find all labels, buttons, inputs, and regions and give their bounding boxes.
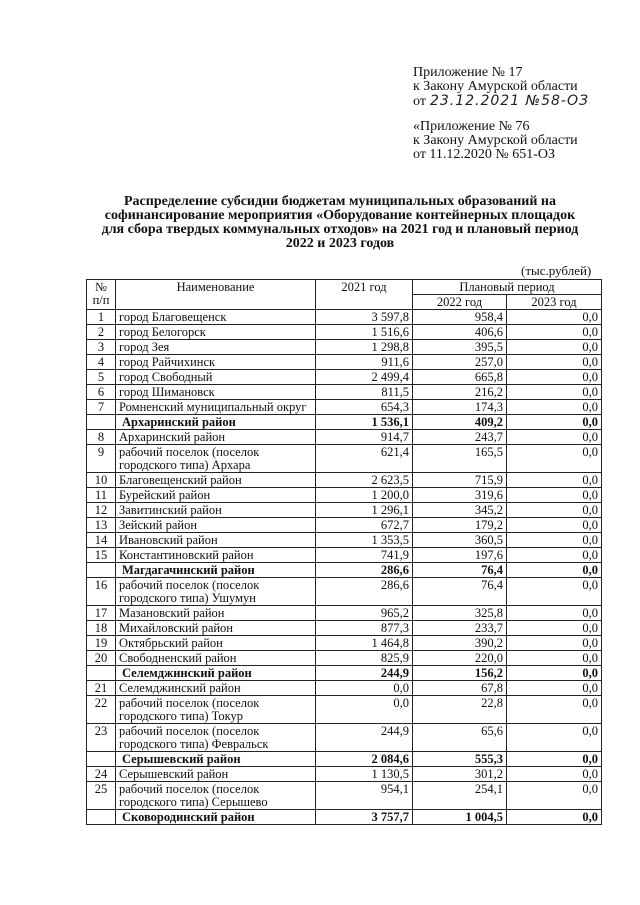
- table-row: [87, 696, 602, 724]
- row-value-2021: 286,6: [316, 563, 413, 578]
- row-number: 8: [87, 430, 116, 445]
- table-row: [87, 548, 602, 563]
- row-value-2023: 0,0: [507, 578, 602, 606]
- row-value-2021: 825,9: [316, 651, 413, 666]
- row-name: город Шимановск: [116, 385, 316, 400]
- row-value-2023: 0,0: [507, 533, 602, 548]
- document-title: Распределение субсидии бюджетам муниципальных образований на софинансирование мероприятия «Оборудование контейнерных площадок для сбора твердых коммунальных отходов» на 2021 год и плановый период 2022 и 2023 годов: [101, 194, 579, 251]
- row-value-2022: 325,8: [413, 606, 507, 621]
- row-number: 5: [87, 370, 116, 385]
- table-body: [87, 310, 602, 825]
- row-name: город Зея: [116, 340, 316, 355]
- col-header-2022: 2022 год: [413, 295, 507, 310]
- row-value-2022: 390,2: [413, 636, 507, 651]
- table-row: [87, 415, 602, 430]
- row-number: 20: [87, 651, 116, 666]
- row-name: Серышевский район: [116, 752, 316, 767]
- row-value-2022: 715,9: [413, 473, 507, 488]
- row-number: 2: [87, 325, 116, 340]
- table-row: [87, 503, 602, 518]
- row-name: Михайловский район: [116, 621, 316, 636]
- row-value-2021: 286,6: [316, 578, 413, 606]
- table-row: [87, 355, 602, 370]
- row-name: Серышевский район: [116, 767, 316, 782]
- row-value-2023: 0,0: [507, 651, 602, 666]
- row-value-2021: 621,4: [316, 445, 413, 473]
- row-value-2023: 0,0: [507, 724, 602, 752]
- row-name: рабочий поселок (поселок городского типа) Серышево: [116, 782, 316, 810]
- row-number: 23: [87, 724, 116, 752]
- row-value-2021: 0,0: [316, 681, 413, 696]
- table-row: [87, 488, 602, 503]
- law-date-line: [413, 94, 589, 109]
- row-name: Благовещенский район: [116, 473, 316, 488]
- row-name: Селемджинский район: [116, 681, 316, 696]
- from-label: от: [413, 94, 426, 109]
- row-value-2021: 1 298,8: [316, 340, 413, 355]
- row-value-2023: 0,0: [507, 415, 602, 430]
- row-name: Архаринский район: [116, 430, 316, 445]
- row-number: 17: [87, 606, 116, 621]
- row-value-2022: 197,6: [413, 548, 507, 563]
- row-number: 21: [87, 681, 116, 696]
- row-number: 24: [87, 767, 116, 782]
- row-value-2022: 216,2: [413, 385, 507, 400]
- original-appendix-header: [413, 120, 578, 162]
- row-number: 11: [87, 488, 116, 503]
- row-value-2021: 1 200,0: [316, 488, 413, 503]
- row-value-2022: 555,3: [413, 752, 507, 767]
- row-name: Ромненский муниципальный округ: [116, 400, 316, 415]
- subsidy-table: [86, 279, 602, 825]
- table-row: [87, 563, 602, 578]
- row-value-2021: 3 597,8: [316, 310, 413, 325]
- table-row: [87, 621, 602, 636]
- row-value-2021: 1 296,1: [316, 503, 413, 518]
- row-value-2022: 165,5: [413, 445, 507, 473]
- row-name: Ивановский район: [116, 533, 316, 548]
- row-name: Октябрьский район: [116, 636, 316, 651]
- row-name: рабочий поселок (поселок городского типа) Февральск: [116, 724, 316, 752]
- row-value-2021: 654,3: [316, 400, 413, 415]
- row-name: город Райчихинск: [116, 355, 316, 370]
- row-value-2021: 741,9: [316, 548, 413, 563]
- row-name: рабочий поселок (поселок городского типа) Токур: [116, 696, 316, 724]
- row-value-2023: 0,0: [507, 430, 602, 445]
- row-number: 15: [87, 548, 116, 563]
- row-value-2021: 1 353,5: [316, 533, 413, 548]
- row-value-2023: 0,0: [507, 606, 602, 621]
- row-value-2022: 179,2: [413, 518, 507, 533]
- table-row: [87, 430, 602, 445]
- row-value-2022: 958,4: [413, 310, 507, 325]
- row-number: [87, 563, 116, 578]
- table-row: [87, 518, 602, 533]
- row-value-2022: 301,2: [413, 767, 507, 782]
- col-header-no: № п/п: [87, 280, 116, 310]
- row-value-2022: 254,1: [413, 782, 507, 810]
- row-value-2023: 0,0: [507, 810, 602, 825]
- row-value-2023: 0,0: [507, 310, 602, 325]
- row-value-2021: 1 464,8: [316, 636, 413, 651]
- row-number: 16: [87, 578, 116, 606]
- table-row: [87, 636, 602, 651]
- table-row: [87, 651, 602, 666]
- row-value-2023: 0,0: [507, 767, 602, 782]
- table-row: [87, 533, 602, 548]
- row-number: [87, 666, 116, 681]
- row-number: 19: [87, 636, 116, 651]
- row-value-2022: 257,0: [413, 355, 507, 370]
- row-value-2023: 0,0: [507, 370, 602, 385]
- table-row: [87, 310, 602, 325]
- row-number: [87, 415, 116, 430]
- row-value-2022: 345,2: [413, 503, 507, 518]
- row-number: 14: [87, 533, 116, 548]
- row-number: [87, 810, 116, 825]
- row-name: Магдагачинский район: [116, 563, 316, 578]
- row-value-2022: 406,6: [413, 325, 507, 340]
- row-name: Константиновский район: [116, 548, 316, 563]
- row-number: [87, 752, 116, 767]
- row-number: 9: [87, 445, 116, 473]
- row-number: 12: [87, 503, 116, 518]
- orig-appendix-number: «Приложение № 76: [413, 119, 530, 134]
- row-value-2022: 67,8: [413, 681, 507, 696]
- unit-label: (тыс.рублей): [521, 263, 592, 278]
- table-row: [87, 473, 602, 488]
- row-name: Сковородинский район: [116, 810, 316, 825]
- row-value-2023: 0,0: [507, 636, 602, 651]
- row-value-2023: 0,0: [507, 473, 602, 488]
- table-row: [87, 340, 602, 355]
- col-header-plan: Плановый период: [413, 280, 602, 295]
- col-header-2023: 2023 год: [507, 295, 602, 310]
- row-value-2022: 409,2: [413, 415, 507, 430]
- row-name: рабочий поселок (поселок городского типа) Архара: [116, 445, 316, 473]
- row-value-2021: 2 623,5: [316, 473, 413, 488]
- row-name: Свободненский район: [116, 651, 316, 666]
- row-value-2022: 76,4: [413, 563, 507, 578]
- table-row: [87, 370, 602, 385]
- row-value-2022: 243,7: [413, 430, 507, 445]
- row-number: 1: [87, 310, 116, 325]
- table-row: [87, 782, 602, 810]
- row-value-2021: 244,9: [316, 666, 413, 681]
- table-row: [87, 724, 602, 752]
- row-name: город Благовещенск: [116, 310, 316, 325]
- table-row: [87, 606, 602, 621]
- row-name: Мазановский район: [116, 606, 316, 621]
- row-name: Бурейский район: [116, 488, 316, 503]
- row-value-2021: 1 130,5: [316, 767, 413, 782]
- row-value-2022: 76,4: [413, 578, 507, 606]
- row-value-2023: 0,0: [507, 782, 602, 810]
- row-value-2021: 911,6: [316, 355, 413, 370]
- row-value-2022: 65,6: [413, 724, 507, 752]
- handwritten-date-number: 23.12.2021 №58-ОЗ: [429, 93, 589, 109]
- row-value-2021: 914,7: [316, 430, 413, 445]
- row-value-2022: 1 004,5: [413, 810, 507, 825]
- row-value-2023: 0,0: [507, 752, 602, 767]
- row-value-2023: 0,0: [507, 666, 602, 681]
- row-value-2021: 1 536,1: [316, 415, 413, 430]
- row-value-2022: 665,8: [413, 370, 507, 385]
- table-row: [87, 385, 602, 400]
- row-value-2021: 2 084,6: [316, 752, 413, 767]
- col-header-2021: 2021 год: [316, 280, 413, 310]
- row-number: 6: [87, 385, 116, 400]
- row-value-2023: 0,0: [507, 696, 602, 724]
- row-value-2022: 156,2: [413, 666, 507, 681]
- row-value-2023: 0,0: [507, 488, 602, 503]
- row-number: 13: [87, 518, 116, 533]
- table-row: [87, 752, 602, 767]
- row-value-2023: 0,0: [507, 355, 602, 370]
- row-value-2023: 0,0: [507, 548, 602, 563]
- row-name: Селемджинский район: [116, 666, 316, 681]
- table-row: [87, 325, 602, 340]
- row-number: 22: [87, 696, 116, 724]
- table-row: [87, 445, 602, 473]
- row-value-2023: 0,0: [507, 503, 602, 518]
- row-name: Завитинский район: [116, 503, 316, 518]
- table-row: [87, 810, 602, 825]
- row-number: 7: [87, 400, 116, 415]
- row-value-2023: 0,0: [507, 445, 602, 473]
- row-value-2021: 244,9: [316, 724, 413, 752]
- row-value-2021: 3 757,7: [316, 810, 413, 825]
- row-value-2022: 395,5: [413, 340, 507, 355]
- row-value-2023: 0,0: [507, 681, 602, 696]
- row-value-2021: 0,0: [316, 696, 413, 724]
- row-value-2022: 233,7: [413, 621, 507, 636]
- row-name: рабочий поселок (поселок городского типа) Ушумун: [116, 578, 316, 606]
- row-number: 10: [87, 473, 116, 488]
- row-value-2022: 174,3: [413, 400, 507, 415]
- orig-law-reference: к Закону Амурской области: [413, 133, 578, 148]
- row-name: Зейский район: [116, 518, 316, 533]
- appendix-header: [413, 66, 589, 109]
- row-value-2022: 220,0: [413, 651, 507, 666]
- row-value-2022: 22,8: [413, 696, 507, 724]
- row-value-2021: 954,1: [316, 782, 413, 810]
- row-value-2023: 0,0: [507, 400, 602, 415]
- row-value-2023: 0,0: [507, 621, 602, 636]
- row-value-2021: 2 499,4: [316, 370, 413, 385]
- row-value-2022: 319,6: [413, 488, 507, 503]
- row-value-2023: 0,0: [507, 563, 602, 578]
- row-value-2023: 0,0: [507, 340, 602, 355]
- row-value-2021: 672,7: [316, 518, 413, 533]
- table-row: [87, 578, 602, 606]
- row-name: Архаринский район: [116, 415, 316, 430]
- row-value-2021: 965,2: [316, 606, 413, 621]
- row-name: город Свободный: [116, 370, 316, 385]
- appendix-number: Приложение № 17: [413, 65, 523, 80]
- row-value-2023: 0,0: [507, 518, 602, 533]
- table-row: [87, 400, 602, 415]
- orig-law-date: от 11.12.2020 № 651-ОЗ: [413, 147, 556, 162]
- row-number: 25: [87, 782, 116, 810]
- row-value-2022: 360,5: [413, 533, 507, 548]
- row-value-2023: 0,0: [507, 385, 602, 400]
- row-name: город Белогорск: [116, 325, 316, 340]
- row-value-2021: 1 516,6: [316, 325, 413, 340]
- row-value-2021: 811,5: [316, 385, 413, 400]
- row-number: 4: [87, 355, 116, 370]
- table-row: [87, 767, 602, 782]
- row-number: 18: [87, 621, 116, 636]
- table-row: [87, 681, 602, 696]
- table-row: [87, 666, 602, 681]
- row-value-2021: 877,3: [316, 621, 413, 636]
- row-number: 3: [87, 340, 116, 355]
- law-reference: к Закону Амурской области: [413, 79, 578, 94]
- col-header-name: Наименование: [116, 280, 316, 310]
- row-value-2023: 0,0: [507, 325, 602, 340]
